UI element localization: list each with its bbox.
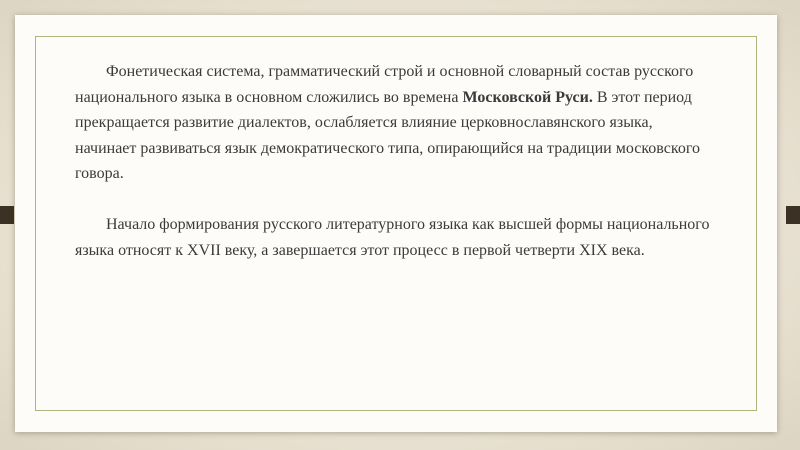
paragraph-2: Начало формирования русского литературного языка как высшей формы национального языка относят к XVII веку, а завершается этот процесс в первой четверти XIX века.: [75, 215, 710, 259]
slide-text-body: [75, 59, 715, 263]
right-edge-tab: [786, 206, 800, 224]
paragraph-1-rest: В этот период прекращается развитие диалектов, ослабляется влияние церковнославянского языка, начинает развиваться язык демократического типа, опирающийся на традиции московского говора.: [75, 88, 700, 183]
paragraph-1-lead: Фонетическая система, грамматический строй и основной словарный состав русского национального языка в основном сложились во времена: [75, 63, 694, 106]
paragraph-1-emphasis: Московской Руси.: [462, 88, 593, 106]
left-edge-tab: [0, 206, 14, 224]
paragraph-1: [75, 59, 715, 187]
